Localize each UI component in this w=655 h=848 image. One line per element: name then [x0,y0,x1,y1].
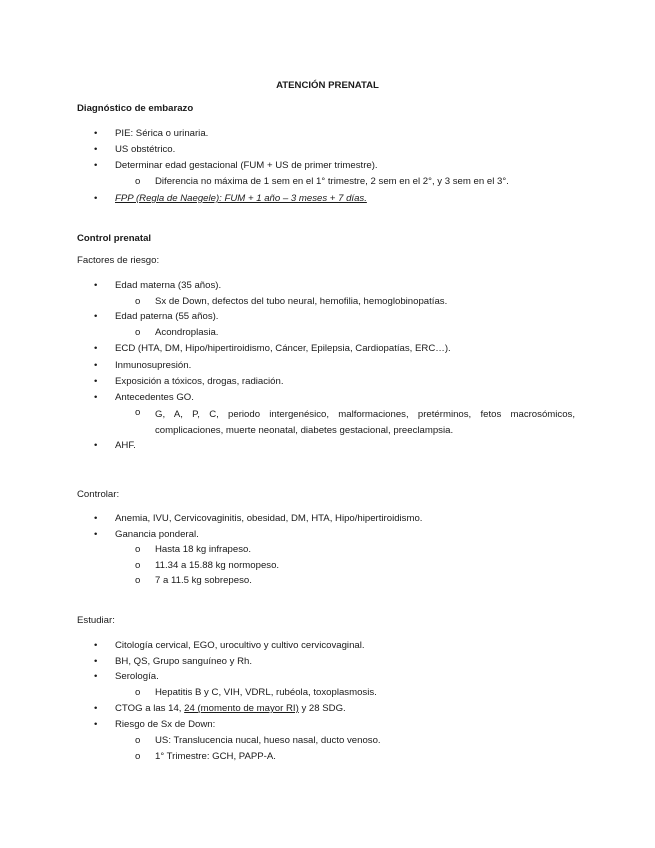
bullet-icon: • [94,640,98,651]
sub-bullet-icon: o [135,735,141,746]
list-item-text: Edad paterna (55 años). [115,311,219,322]
list-item-text: Inmunosupresión. [115,360,192,371]
sub-list-item-text: Hepatitis B y C, VIH, VDRL, rubéola, toxoplasmosis. [155,687,377,698]
bullet-icon: • [94,343,98,354]
bullet-icon: • [94,392,98,403]
sub-bullet-icon: o [135,327,141,338]
list-item-text: Determinar edad gestacional (FUM + US de primer trimestre). [115,160,378,171]
bullet-icon: • [94,280,98,291]
sub-bullet-icon: o [135,176,141,187]
section-heading-diagnostico: Diagnóstico de embarazo [77,103,194,114]
sub-bullet-icon: o [135,687,141,698]
ctog-text-b: y 28 SDG. [298,703,346,714]
bullet-icon: • [94,128,98,139]
list-item-text: Ganancia ponderal. [115,529,199,540]
sub-list-item-text: Hasta 18 kg infrapeso. [155,544,251,555]
sub-list-item-text: Sx de Down, defectos del tubo neural, hemofilia, hemoglobinopatías. [155,296,448,307]
list-item-text: BH, QS, Grupo sanguíneo y Rh. [115,656,253,667]
bullet-icon: • [94,513,98,524]
sub-bullet-icon: o [135,407,141,418]
bullet-icon: • [94,144,98,155]
sub-bullet-icon: o [135,575,141,586]
sub-list-item-text: 1° Trimestre: GCH, PAPP-A. [155,751,276,762]
list-item-text: AHF. [115,440,136,451]
sub-bullet-icon: o [135,544,141,555]
bullet-icon: • [94,656,98,667]
sub-list-item-text: 11.34 a 15.88 kg normopeso. [155,560,280,571]
bullet-icon: • [94,160,98,171]
bullet-icon: • [94,440,98,451]
bullet-icon: • [94,703,98,714]
subheading-factores: Factores de riesgo: [77,255,160,266]
sub-list-item-text: 7 a 11.5 kg sobrepeso. [155,575,252,586]
bullet-icon: • [94,193,98,204]
list-item-text: Antecedentes GO. [115,392,194,403]
list-item-text: Exposición a tóxicos, drogas, radiación. [115,376,284,387]
list-item-text: Edad materna (35 años). [115,280,222,291]
bullet-icon: • [94,719,98,730]
subheading-controlar: Controlar: [77,489,120,500]
sub-list-item-text: Diferencia no máxima de 1 sem en el 1° trimestre, 2 sem en el 2°, y 3 sem en el 3°. [155,176,509,187]
sub-list-item-text: G, A, P, C, periodo intergenésico, malformaciones, pretérminos, fetos macrosómicos, complicaciones, muerte neonatal, diabetes gestacional, preeclampsia. [155,409,575,436]
list-item-text: US obstétrico. [115,144,176,155]
bullet-icon: • [94,311,98,322]
bullet-icon: • [94,529,98,540]
page-title: ATENCIÓN PRENATAL [276,80,379,91]
list-item-text: Citología cervical, EGO, urocultivo y cultivo cervicovaginal. [115,640,365,651]
list-item-text: ECD (HTA, DM, Hipo/hipertiroidismo, Cáncer, Epilepsia, Cardiopatías, ERC…). [115,343,451,354]
list-item-text-fpp: FPP (Regla de Naegele): FUM + 1 año – 3 meses + 7 días. [115,193,367,204]
bullet-icon: • [94,671,98,682]
ctog-text-underlined: 24 (momento de mayor RI) [184,703,299,714]
sub-bullet-icon: o [135,751,141,762]
list-item-text: Anemia, IVU, Cervicovaginitis, obesidad, DM, HTA, Hipo/hipertiroidismo. [115,513,423,524]
sub-bullet-icon: o [135,296,141,307]
sub-bullet-icon: o [135,560,141,571]
subheading-estudiar: Estudiar: [77,615,115,626]
list-item-text: PIE: Sérica o urinaria. [115,128,209,139]
list-item-text: Riesgo de Sx de Down: [115,719,216,730]
list-item-text [115,703,346,714]
ctog-text-a: CTOG a las 14, [115,703,185,714]
bullet-icon: • [94,376,98,387]
sub-list-item-text: US: Translucencia nucal, hueso nasal, ducto venoso. [155,735,381,746]
bullet-icon: • [94,360,98,371]
list-item-text: Serología. [115,671,159,682]
sub-list-item-text: Acondroplasia. [155,327,219,338]
section-heading-control: Control prenatal [77,233,152,244]
